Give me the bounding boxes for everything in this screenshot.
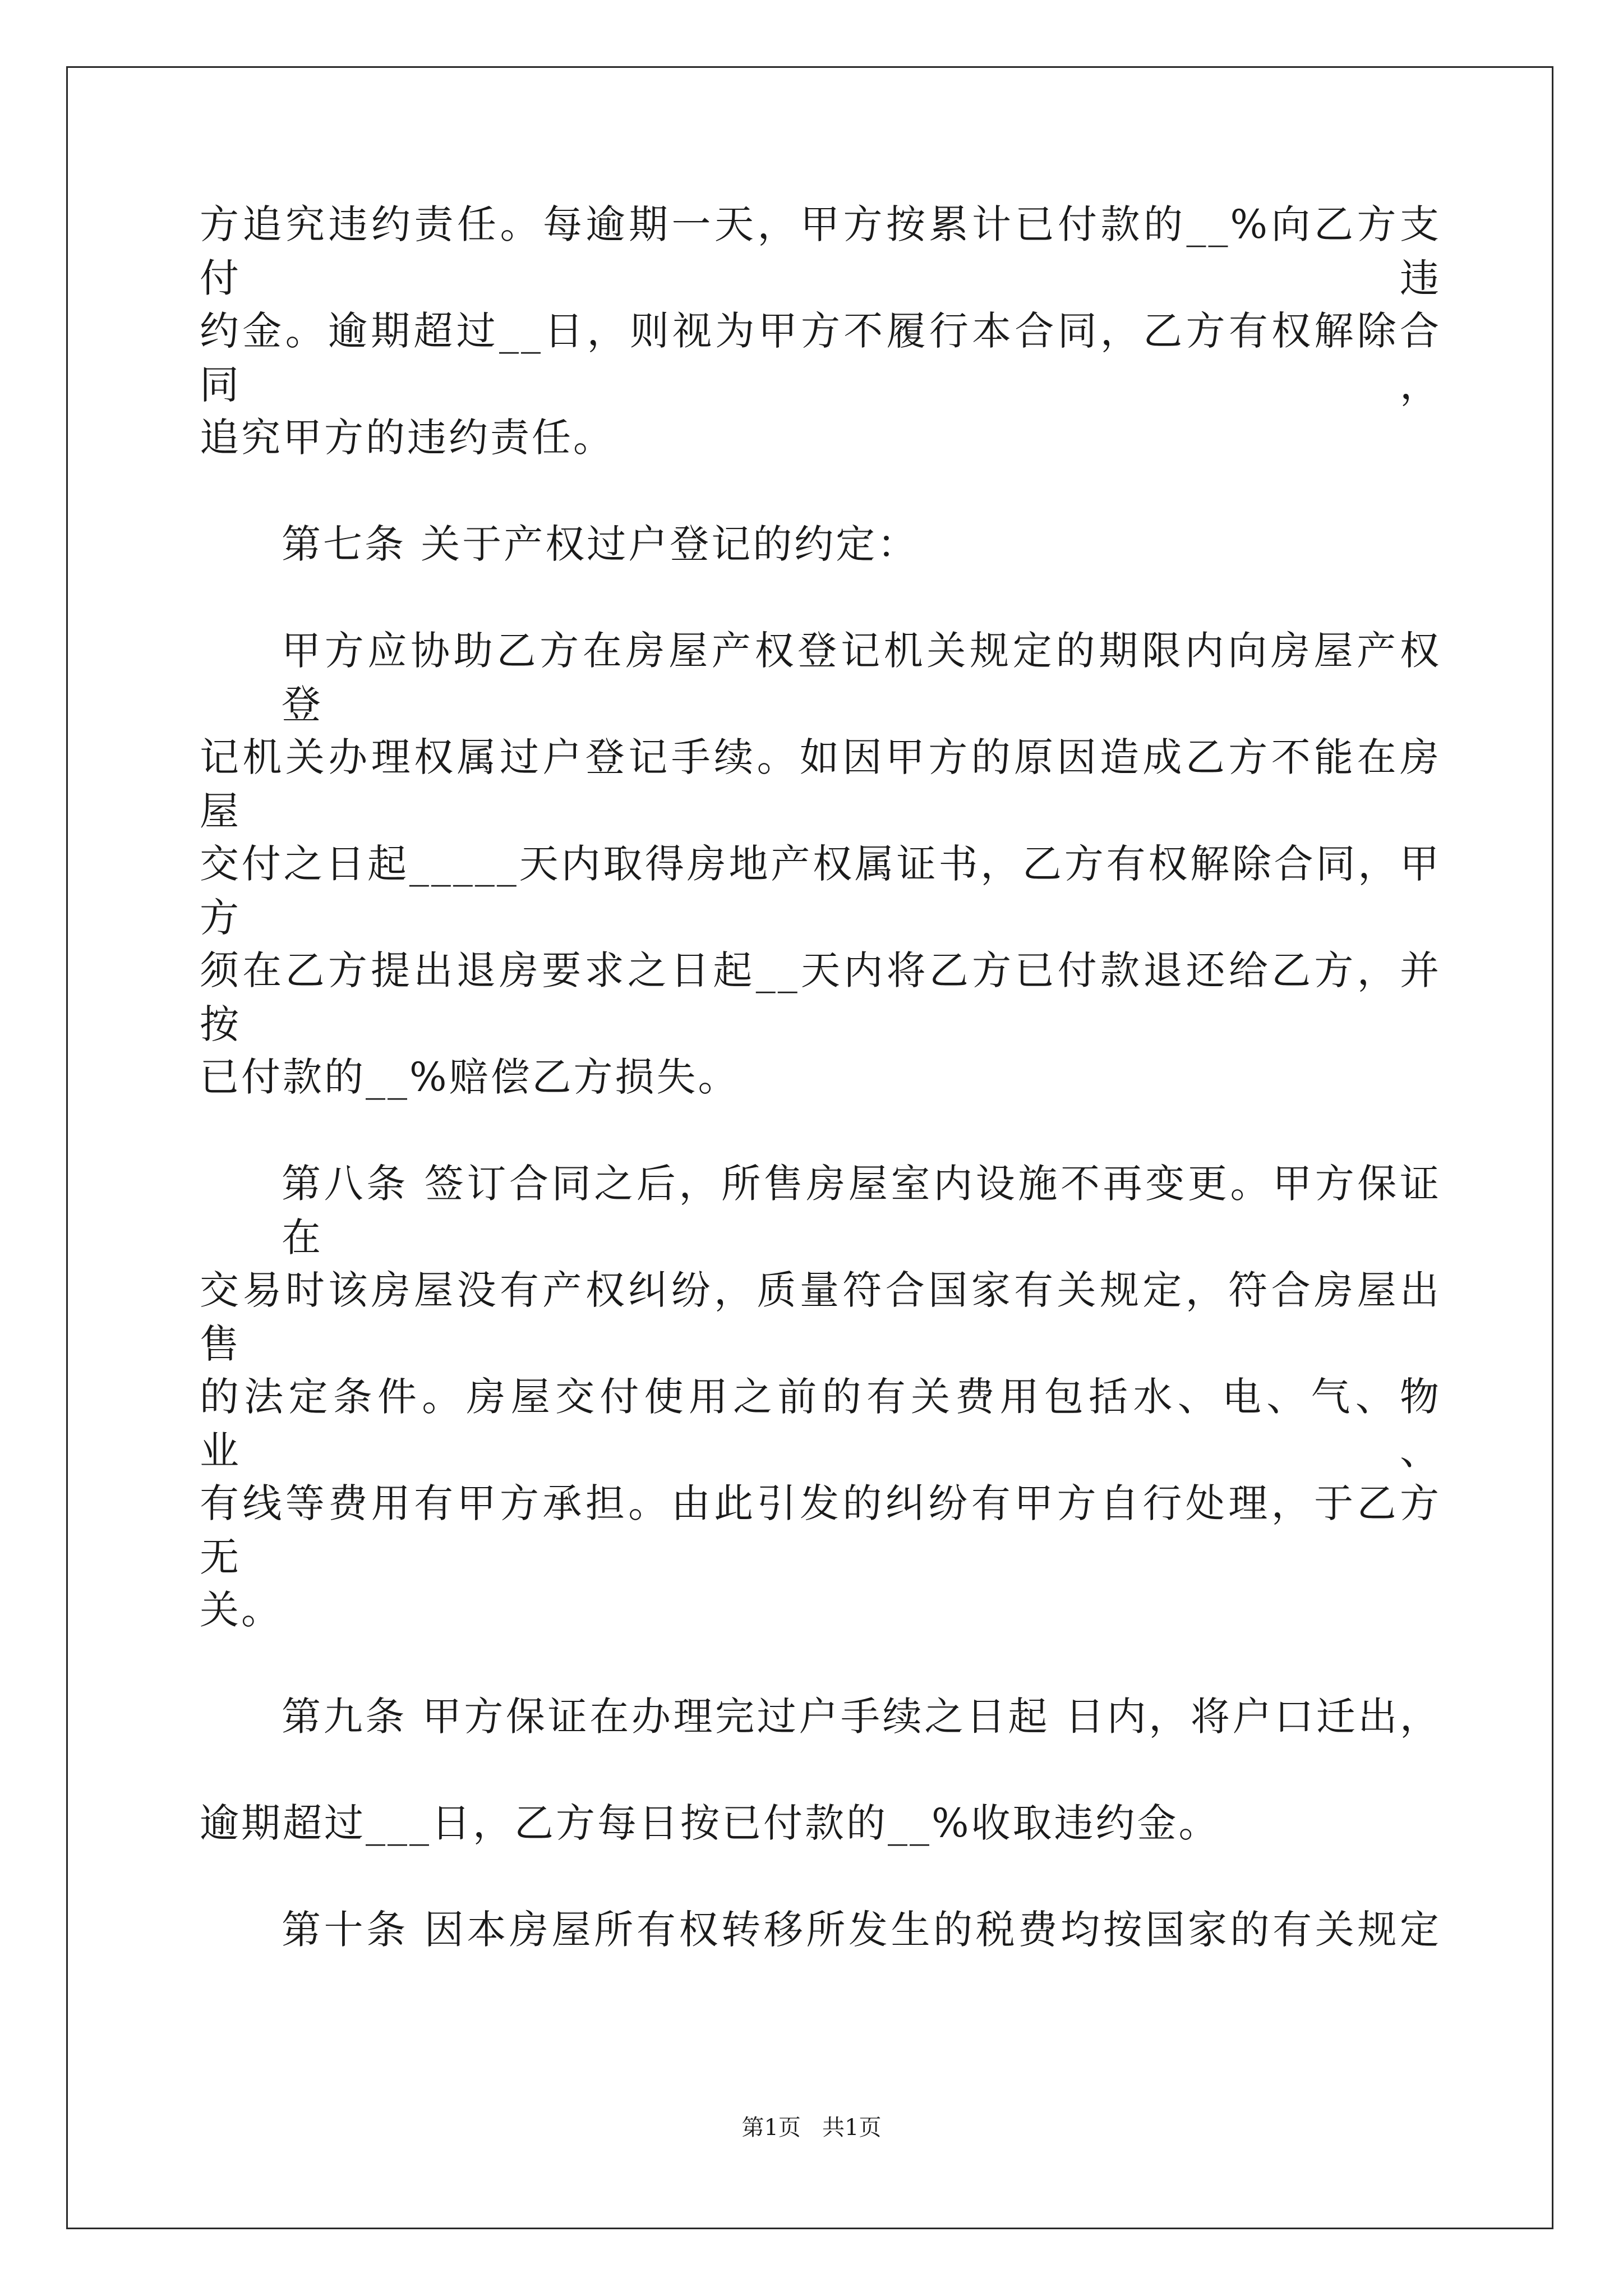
text-line: 有线等费用有甲方承担。由此引发的纠纷有甲方自行处理，于乙方无 xyxy=(200,1480,1441,1580)
article-10-line: 第十条 因本房屋所有权转移所发生的税费均按国家的有关规定 xyxy=(282,1907,1441,1953)
text-line: 逾期超过___日，乙方每日按已付款的__%收取违约金。 xyxy=(200,1800,1220,1846)
text-line: 的法定条件。房屋交付使用之前的有关费用包括水、电、气、物业、 xyxy=(200,1374,1441,1474)
article-9-line: 第九条 甲方保证在办理完过户手续之日起 日内，将户口迁出， xyxy=(282,1694,1441,1740)
text-line: 追究甲方的违约责任。 xyxy=(200,415,615,461)
text-line: 甲方应协助乙方在房屋产权登记机关规定的期限内向房屋产权登 xyxy=(282,628,1441,728)
text-line: 记机关办理权属过户登记手续。如因甲方的原因造成乙方不能在房屋 xyxy=(200,734,1441,834)
text-line: 交付之日起_____天内取得房地产权属证书，乙方有权解除合同，甲方 xyxy=(200,841,1441,941)
text-line: 关。 xyxy=(200,1587,283,1633)
text-line: 交易时该房屋没有产权纠纷，质量符合国家有关规定，符合房屋出售 xyxy=(200,1267,1441,1367)
text-line: 方追究违约责任。每逾期一天，甲方按累计已付款的__%向乙方支付违 xyxy=(200,201,1441,301)
text-line: 须在乙方提出退房要求之日起__天内将乙方已付款退还给乙方，并按 xyxy=(200,947,1441,1047)
text-line: 已付款的__%赔偿乙方损失。 xyxy=(200,1054,740,1100)
text-line: 约金。逾期超过__日，则视为甲方不履行本合同，乙方有权解除合同， xyxy=(200,308,1441,408)
article-8-line: 第八条 签订合同之后，所售房屋室内设施不再变更。甲方保证在 xyxy=(282,1161,1441,1260)
page-number-footer: 第1页 共1页 xyxy=(741,2115,882,2141)
article-7-heading: 第七条 关于产权过户登记的约定： xyxy=(282,521,919,567)
